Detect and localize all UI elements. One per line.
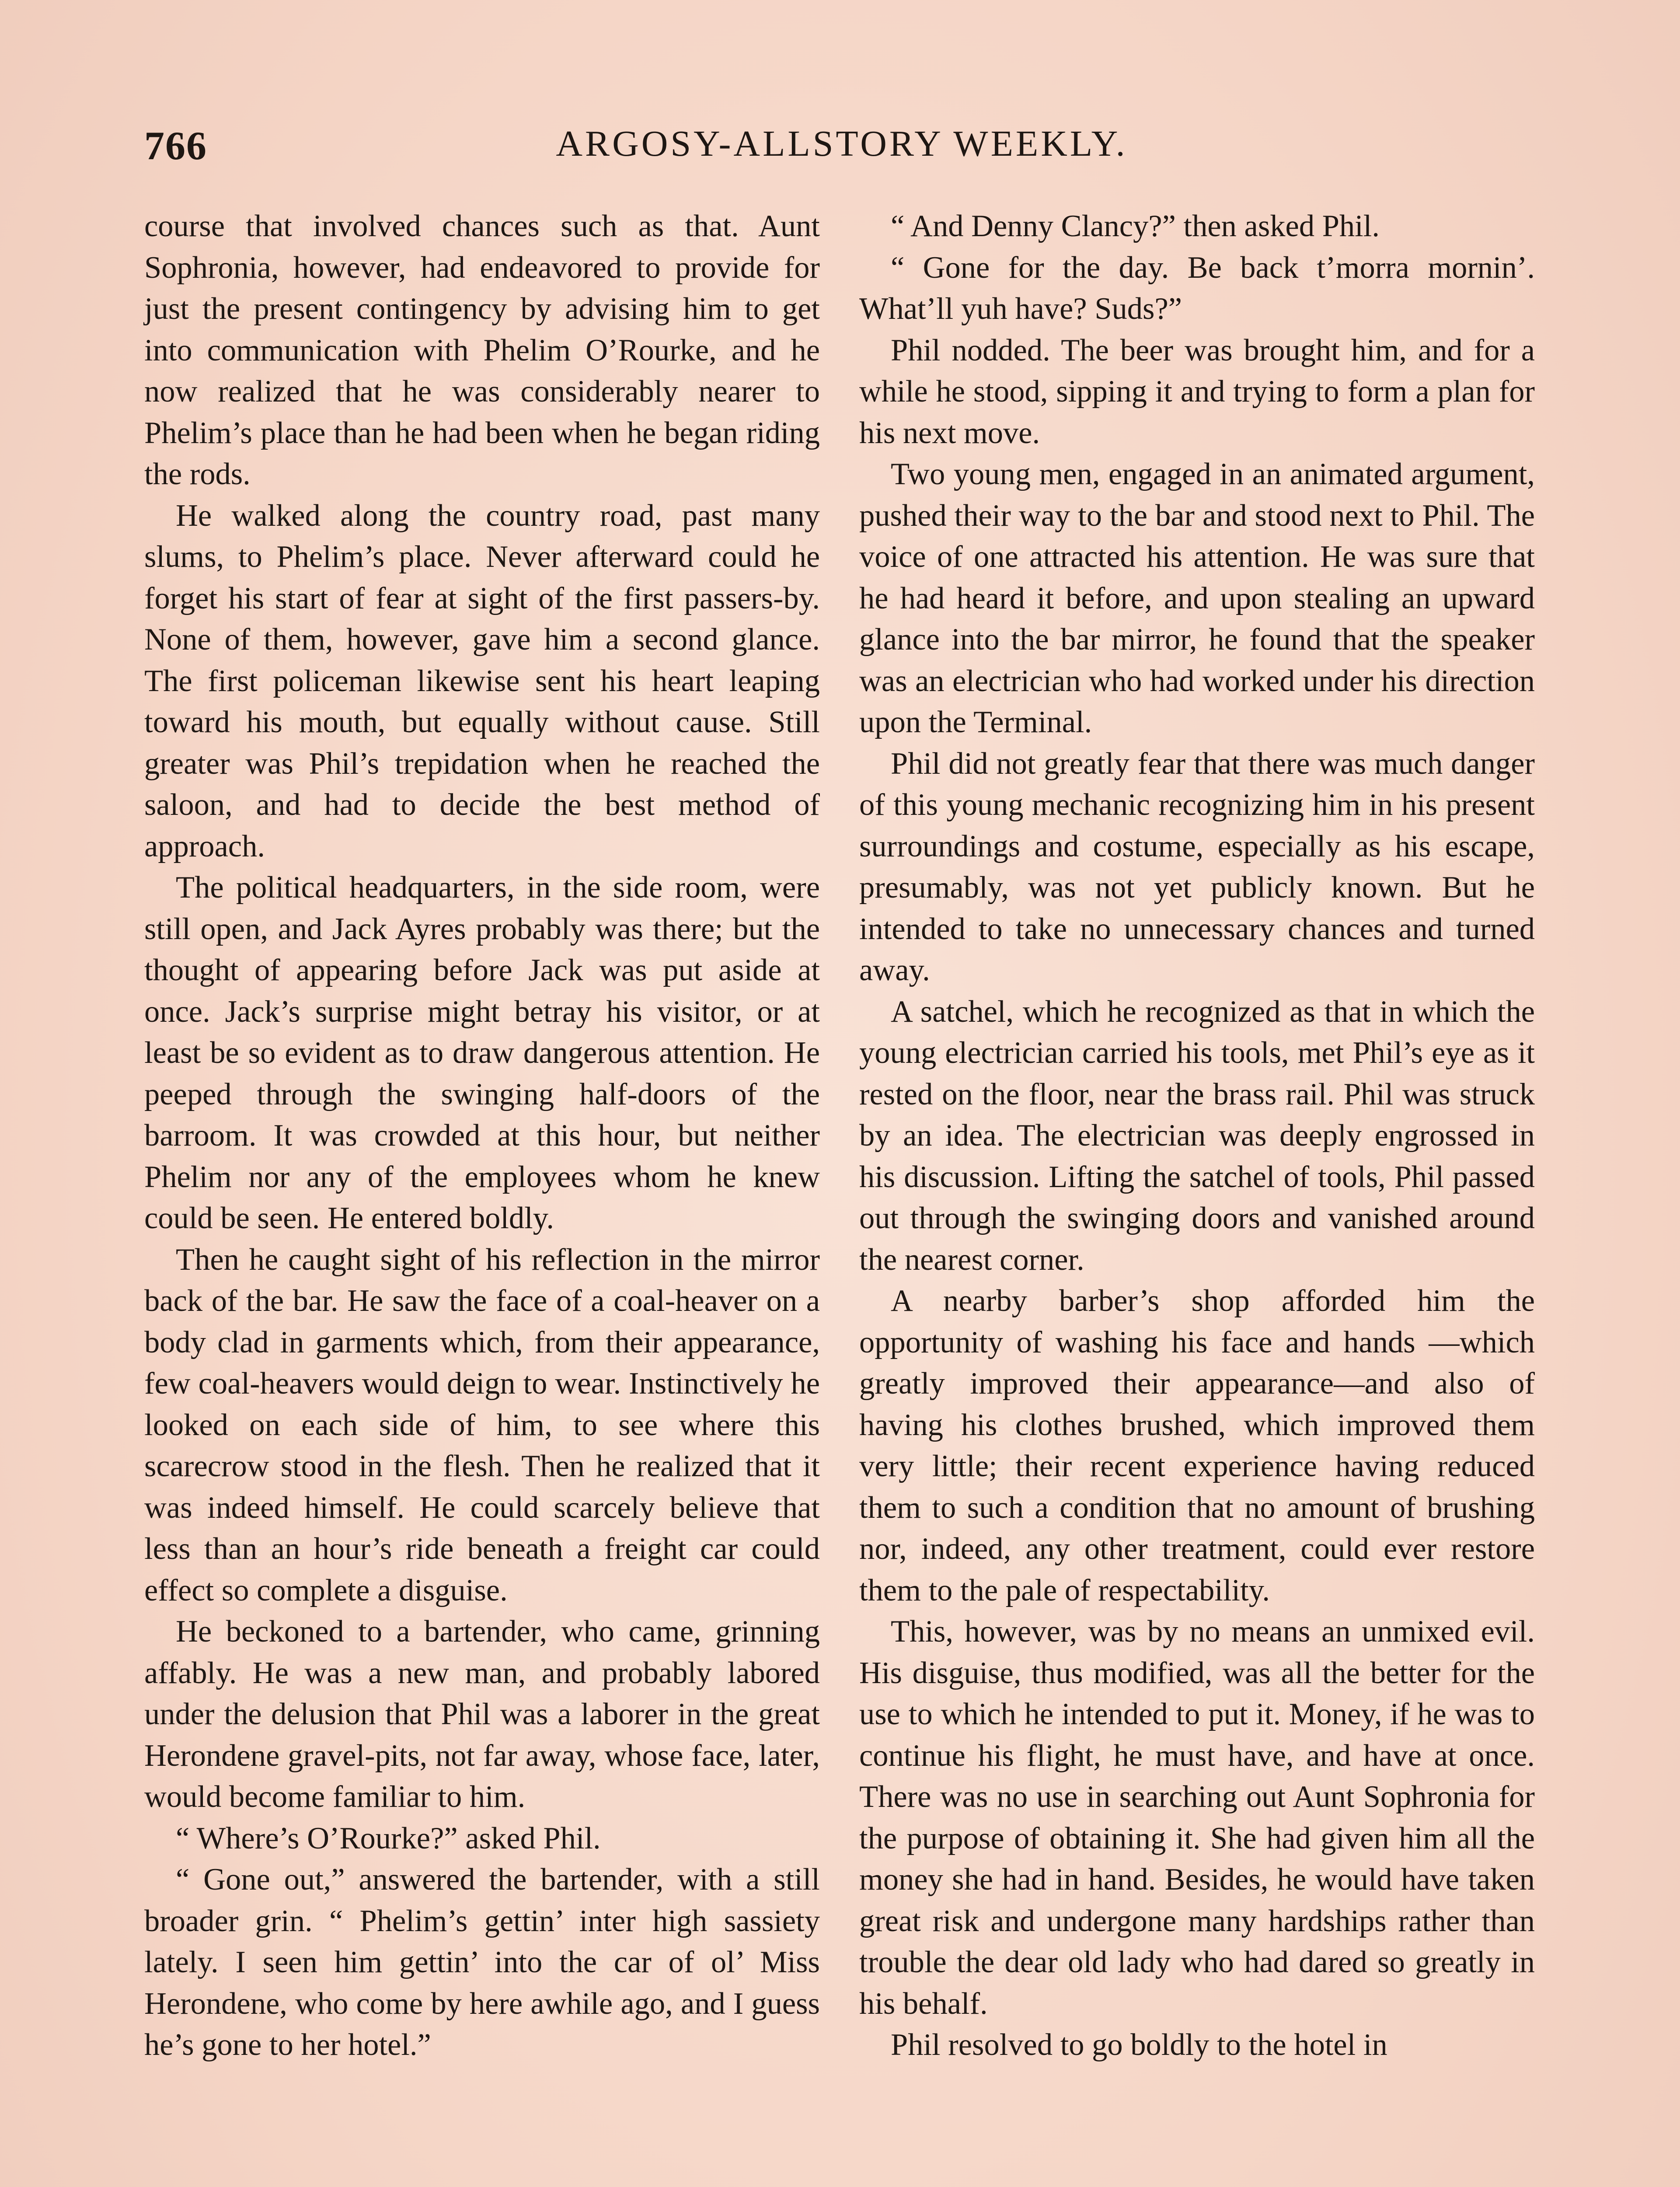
paragraph: “ Where’s O’Rourke?” asked Phil. [176, 1821, 601, 1855]
paragraph: “ Gone out,” answered the bartender, with a still broader grin. “ Phelim’s gettin’ inter high sassiety lately. I seen him gettin’ into the car of ol’ Miss Herondene, who come by here awhile ago, and I guess he’s gone to her hotel.” [144, 1862, 820, 2062]
paragraph: course that involved chances such as that. Aunt Sophronia, however, had endeavored to provide for just the present contingency by advising him to get into communication with Phelim O’Rourke, and he now realized that he was considerably nearer to Phelim’s place than he had been when he began riding the rods. [144, 209, 820, 491]
paragraph: Phil nodded. The beer was brought him, and for a while he stood, sipping it and trying to form a plan for his next move. [859, 333, 1535, 450]
paragraph: “ Gone for the day. Be back t’morra mornin’. What’ll yuh have? Suds?” [859, 250, 1535, 326]
page-header [144, 122, 1539, 188]
paragraph: This, however, was by no means an unmixed evil. His disguise, thus modified, was all the better for the use to which he intended to put it. Money, if he was to continue his flight, he must have, and have at once. There was no use in searching out Aunt Sophronia for the purpose of obtaining it. She had given him all the money she had in hand. Besides, he would have taken great risk and undergone many hardships rather than trouble the dear old lady who had dared so greatly in his behalf. [859, 1614, 1535, 2021]
paragraph: A satchel, which he recognized as that in which the young electrician carried his tools, met Phil’s eye as it rested on the floor, near the brass rail. Phil was struck by an idea. The electrician was deeply engrossed in his discussion. Lifting the satchel of tools, Phil passed out through the swinging doors and vanished around the nearest corner. [859, 994, 1535, 1277]
paragraph: He beckoned to a bartender, who came, grinning affably. He was a new man, and probably labored under the delusion that Phil was a laborer in the great Herondene gravel-pits, not far away, whose face, later, would become familiar to him. [144, 1614, 820, 1814]
page-number: 766 [144, 123, 207, 168]
paragraph: Phil resolved to go boldly to the hotel in [891, 2028, 1387, 2062]
running-head-title: ARGOSY-ALLSTORY WEEKLY. [556, 123, 1128, 164]
left-text-column [144, 206, 820, 2066]
paragraph: He walked along the country road, past many slums, to Phelim’s place. Never afterward could he forget his start of fear at sight of the first passers-by. None of them, however, gave him a second glance. The first policeman likewise sent his heart leaping toward his mouth, but equally without cause. Still greater was Phil’s trepidation when he reached the saloon, and had to decide the best method of approach. [144, 498, 820, 863]
right-text-column [859, 206, 1535, 2066]
paragraph: Two young men, engaged in an animated argument, pushed their way to the bar and stood next to Phil. The voice of one attracted his attention. He was sure that he had heard it before, and upon stealing an upward glance into the bar mirror, he found that the speaker was an electrician who had worked under his direction upon the Terminal. [859, 457, 1535, 739]
paragraph: “ And Denny Clancy?” then asked Phil. [891, 209, 1380, 243]
paragraph: A nearby barber’s shop afforded him the opportunity of washing his face and hands —which greatly improved their appearance—and also of having his clothes brushed, which improved them very little; their recent experience having reduced them to such a condition that no amount of brushing nor, indeed, any other treatment, could ever restore them to the pale of respectability. [859, 1284, 1535, 1607]
paragraph: Then he caught sight of his reflection in the mirror back of the bar. He saw the face of a coal-heaver on a body clad in garments which, from their appearance, few coal-heavers would deign to wear. Instinctively he looked on each side of him, to see where this scarecrow stood in the flesh. Then he realized that it was indeed himself. He could scarcely believe that less than an hour’s ride beneath a freight car could effect so complete a disguise. [144, 1242, 820, 1607]
paragraph: Phil did not greatly fear that there was much danger of this young mechanic recognizing him in his present surroundings and costume, especially as his escape, presumably, was not yet publicly known. But he intended to take no unnecessary chances and turned away. [859, 746, 1535, 987]
paragraph: The political headquarters, in the side room, were still open, and Jack Ayres probably was there; but the thought of appearing before Jack was put aside at once. Jack’s surprise might betray his visitor, or at least be so evident as to draw dangerous attention. He peeped through the swinging half-doors of the barroom. It was crowded at this hour, but neither Phelim nor any of the employees whom he knew could be seen. He entered boldly. [144, 870, 820, 1235]
